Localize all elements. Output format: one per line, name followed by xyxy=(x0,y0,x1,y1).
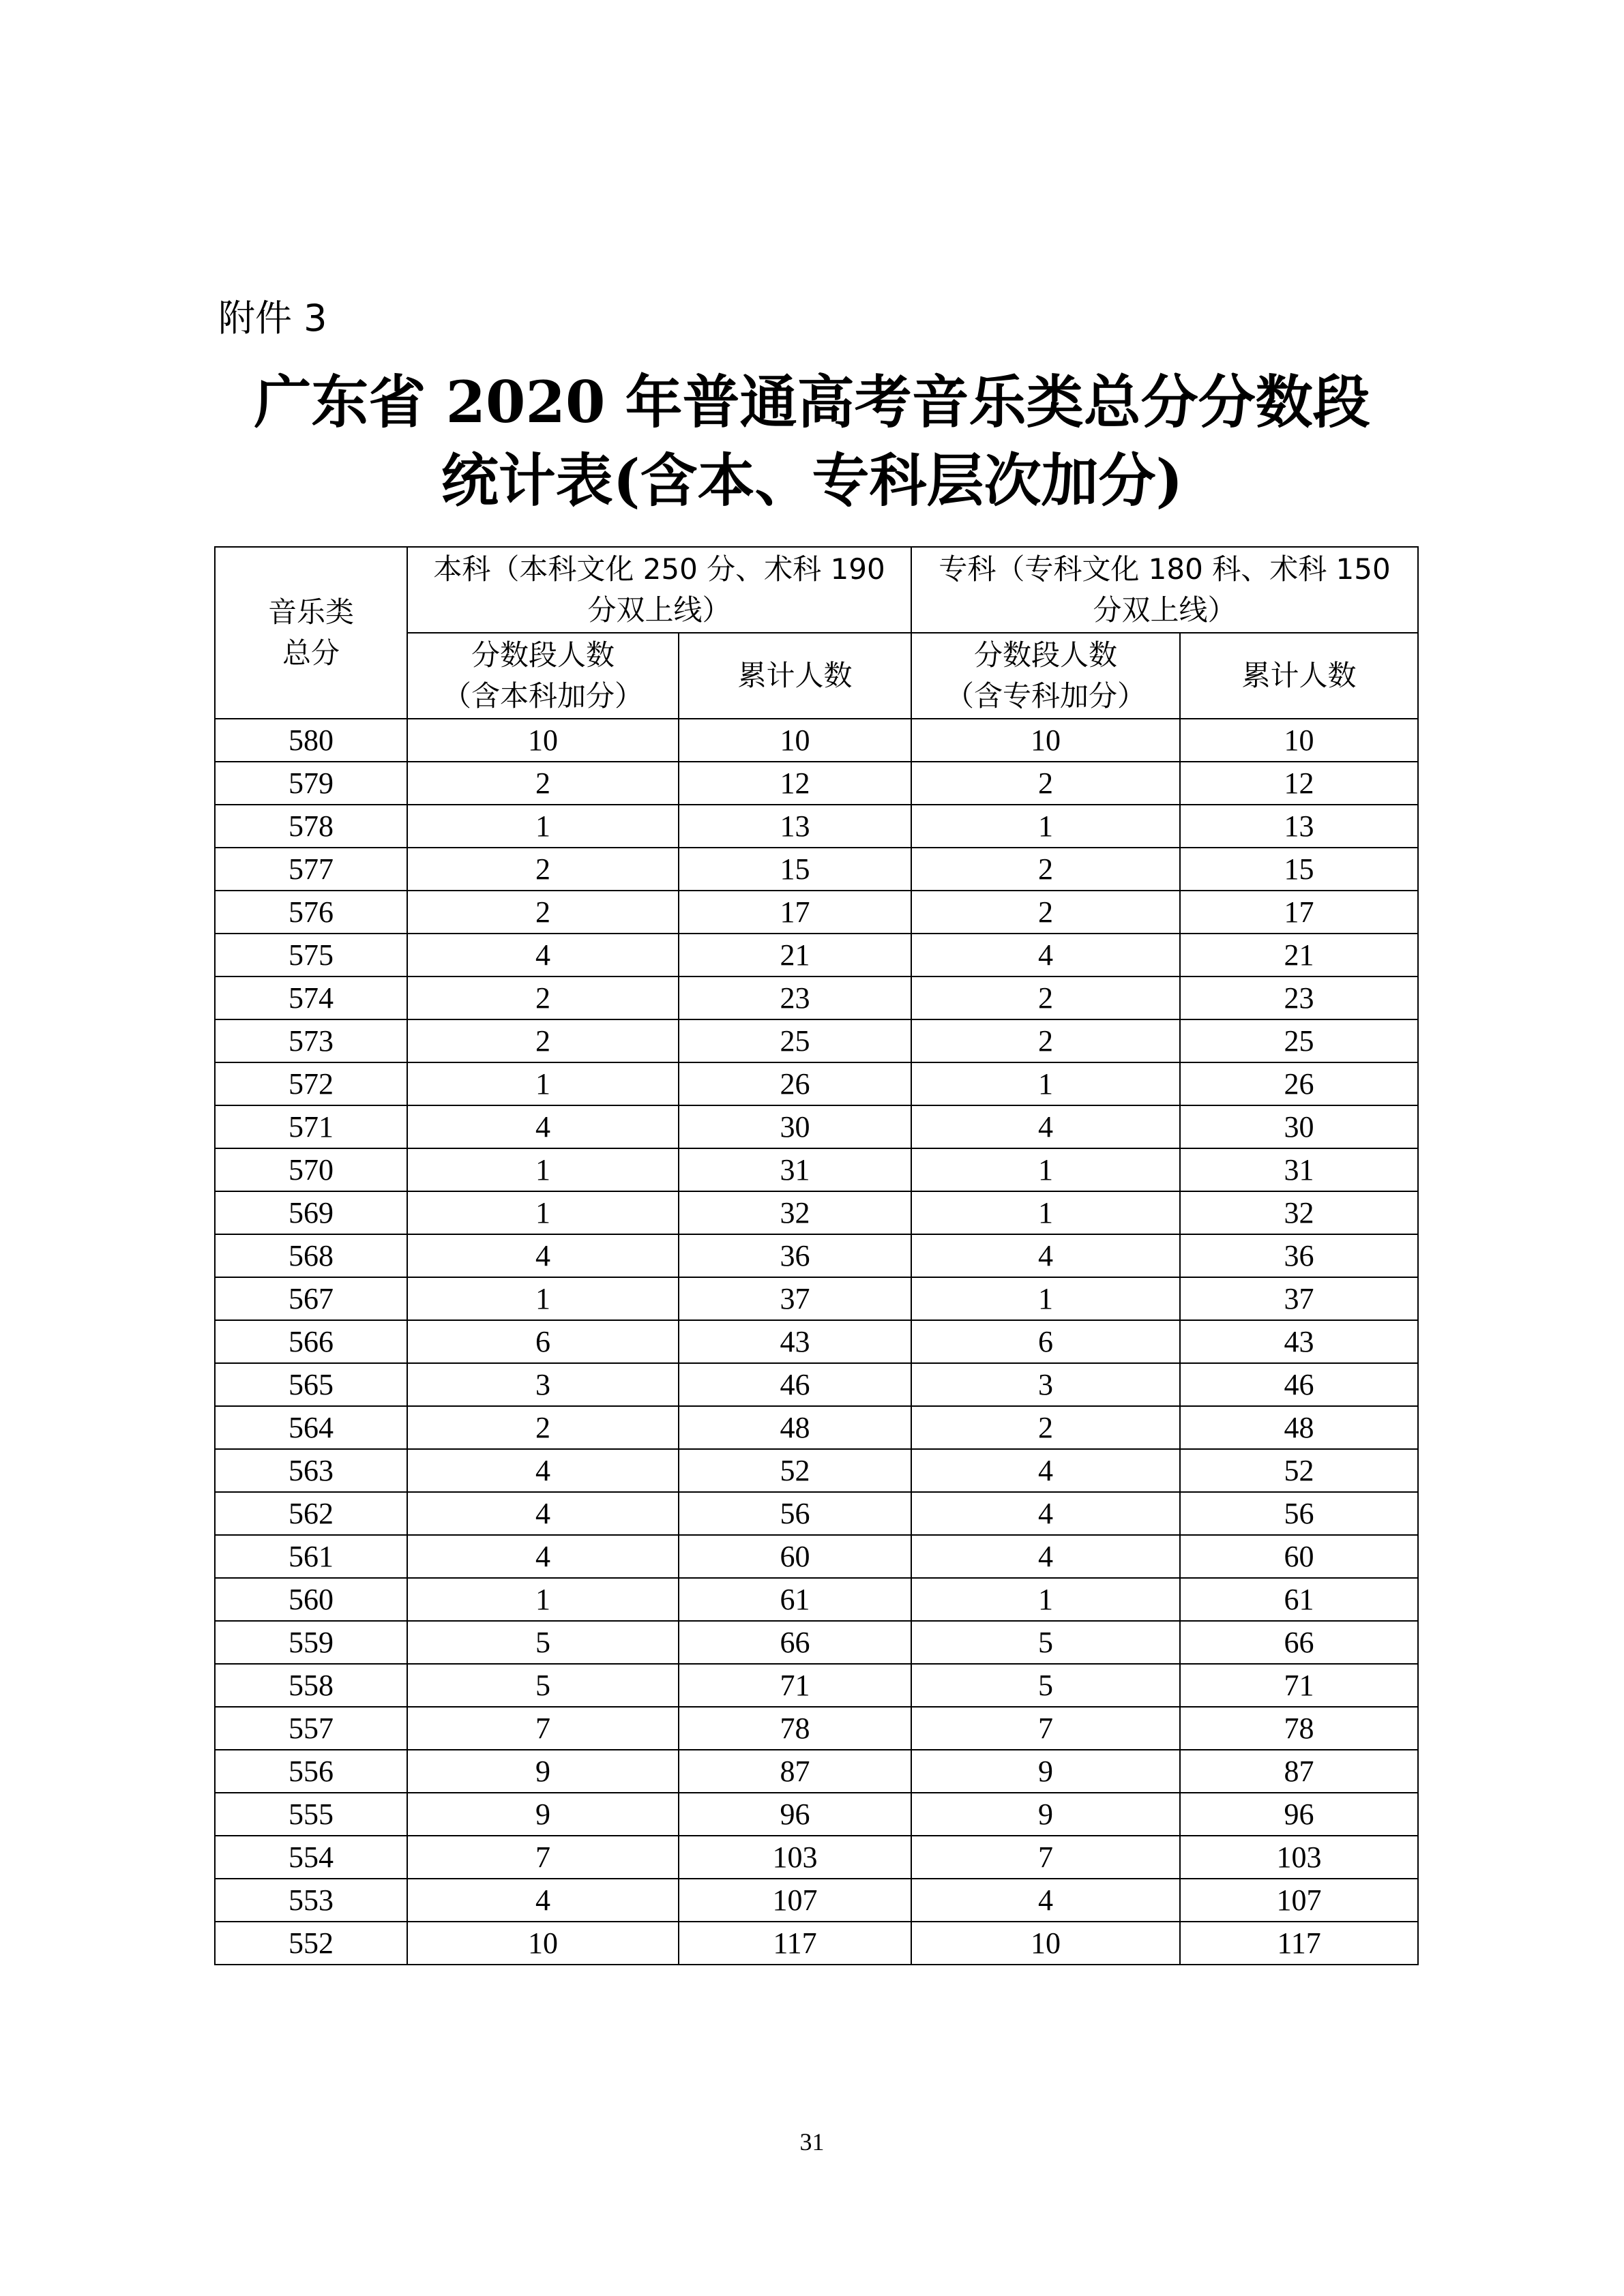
score-cell: 566 xyxy=(215,1320,407,1363)
score-cell: 568 xyxy=(215,1234,407,1277)
undergraduate-segment-count-cell: 4 xyxy=(407,1105,679,1148)
college-segment-count-cell: 2 xyxy=(911,891,1180,934)
undergraduate-segment-count-cell: 4 xyxy=(407,1535,679,1578)
undergraduate-cumulative-cell: 78 xyxy=(679,1707,911,1750)
score-cell: 563 xyxy=(215,1449,407,1492)
document-title-line-2: 统计表(含本、专科层次加分) xyxy=(441,447,1183,514)
table-row xyxy=(215,934,1418,976)
undergraduate-segment-count-cell: 1 xyxy=(407,1148,679,1191)
table-row xyxy=(215,1922,1418,1965)
college-segment-count-cell: 10 xyxy=(911,1922,1180,1965)
score-cell: 562 xyxy=(215,1492,407,1535)
college-segment-count-cell: 1 xyxy=(911,1191,1180,1234)
score-cell: 577 xyxy=(215,848,407,891)
score-cell: 556 xyxy=(215,1750,407,1793)
undergraduate-segment-count-cell: 4 xyxy=(407,1234,679,1277)
college-segment-count-cell: 2 xyxy=(911,848,1180,891)
score-distribution-table xyxy=(214,546,1419,1965)
score-cell: 565 xyxy=(215,1363,407,1406)
undergraduate-segment-count-cell: 9 xyxy=(407,1793,679,1836)
college-segment-count-cell: 1 xyxy=(911,1578,1180,1621)
undergraduate-cumulative-cell: 10 xyxy=(679,719,911,762)
undergraduate-segment-count-cell: 4 xyxy=(407,1492,679,1535)
table-row xyxy=(215,1578,1418,1621)
undergraduate-segment-count-cell: 2 xyxy=(407,1406,679,1449)
table-row xyxy=(215,1707,1418,1750)
college-cumulative-cell: 48 xyxy=(1180,1406,1418,1449)
header-undergraduate-cumulative: 累计人数 xyxy=(679,633,911,719)
table-row xyxy=(215,1793,1418,1836)
undergraduate-cumulative-cell: 61 xyxy=(679,1578,911,1621)
undergraduate-segment-count-cell: 2 xyxy=(407,848,679,891)
undergraduate-segment-count-cell: 10 xyxy=(407,1922,679,1965)
college-cumulative-cell: 78 xyxy=(1180,1707,1418,1750)
score-cell: 571 xyxy=(215,1105,407,1148)
table-row xyxy=(215,762,1418,805)
college-segment-count-cell: 4 xyxy=(911,1879,1180,1922)
table-row xyxy=(215,976,1418,1019)
undergraduate-segment-count-cell: 1 xyxy=(407,1191,679,1234)
undergraduate-segment-count-cell: 1 xyxy=(407,1578,679,1621)
score-cell: 573 xyxy=(215,1019,407,1062)
header-college-group: 专科（专科文化 180 科、术科 150 分双上线） xyxy=(911,547,1418,633)
college-cumulative-cell: 60 xyxy=(1180,1535,1418,1578)
undergraduate-cumulative-cell: 36 xyxy=(679,1234,911,1277)
table-row xyxy=(215,848,1418,891)
college-segment-count-cell: 1 xyxy=(911,805,1180,848)
table-row xyxy=(215,1836,1418,1879)
college-segment-count-cell: 7 xyxy=(911,1836,1180,1879)
undergraduate-segment-count-cell: 1 xyxy=(407,1062,679,1105)
undergraduate-segment-count-cell: 2 xyxy=(407,976,679,1019)
college-segment-count-cell: 4 xyxy=(911,1234,1180,1277)
score-cell: 561 xyxy=(215,1535,407,1578)
college-cumulative-cell: 10 xyxy=(1180,719,1418,762)
college-cumulative-cell: 32 xyxy=(1180,1191,1418,1234)
table-row xyxy=(215,719,1418,762)
table-row xyxy=(215,1492,1418,1535)
attachment-label: 附件 3 xyxy=(218,297,327,340)
college-segment-count-cell: 2 xyxy=(911,762,1180,805)
college-segment-count-cell: 2 xyxy=(911,976,1180,1019)
table-row xyxy=(215,1621,1418,1664)
college-segment-count-cell: 1 xyxy=(911,1148,1180,1191)
table-row xyxy=(215,1019,1418,1062)
undergraduate-segment-count-cell: 4 xyxy=(407,1879,679,1922)
college-cumulative-cell: 15 xyxy=(1180,848,1418,891)
college-segment-count-cell: 4 xyxy=(911,1105,1180,1148)
header-college-segment-count: 分数段人数 （含专科加分） xyxy=(911,633,1180,719)
undergraduate-cumulative-cell: 21 xyxy=(679,934,911,976)
college-cumulative-cell: 61 xyxy=(1180,1578,1418,1621)
undergraduate-cumulative-cell: 103 xyxy=(679,1836,911,1879)
undergraduate-cumulative-cell: 96 xyxy=(679,1793,911,1836)
score-cell: 560 xyxy=(215,1578,407,1621)
table-row xyxy=(215,1148,1418,1191)
college-cumulative-cell: 71 xyxy=(1180,1664,1418,1707)
college-segment-count-cell: 4 xyxy=(911,934,1180,976)
undergraduate-segment-count-cell: 1 xyxy=(407,805,679,848)
college-cumulative-cell: 36 xyxy=(1180,1234,1418,1277)
score-cell: 559 xyxy=(215,1621,407,1664)
college-segment-count-cell: 2 xyxy=(911,1406,1180,1449)
college-cumulative-cell: 107 xyxy=(1180,1879,1418,1922)
undergraduate-segment-count-cell: 5 xyxy=(407,1621,679,1664)
score-cell: 552 xyxy=(215,1922,407,1965)
college-segment-count-cell: 3 xyxy=(911,1363,1180,1406)
undergraduate-segment-count-cell: 2 xyxy=(407,1019,679,1062)
undergraduate-cumulative-cell: 15 xyxy=(679,848,911,891)
undergraduate-cumulative-cell: 25 xyxy=(679,1019,911,1062)
header-college-cumulative: 累计人数 xyxy=(1180,633,1418,719)
college-cumulative-cell: 17 xyxy=(1180,891,1418,934)
college-cumulative-cell: 31 xyxy=(1180,1148,1418,1191)
college-cumulative-cell: 46 xyxy=(1180,1363,1418,1406)
undergraduate-cumulative-cell: 71 xyxy=(679,1664,911,1707)
score-cell: 557 xyxy=(215,1707,407,1750)
score-cell: 574 xyxy=(215,976,407,1019)
score-cell: 575 xyxy=(215,934,407,976)
college-cumulative-cell: 103 xyxy=(1180,1836,1418,1879)
undergraduate-cumulative-cell: 107 xyxy=(679,1879,911,1922)
table-row xyxy=(215,1234,1418,1277)
undergraduate-segment-count-cell: 5 xyxy=(407,1664,679,1707)
college-cumulative-cell: 43 xyxy=(1180,1320,1418,1363)
college-cumulative-cell: 37 xyxy=(1180,1277,1418,1320)
college-cumulative-cell: 23 xyxy=(1180,976,1418,1019)
undergraduate-cumulative-cell: 87 xyxy=(679,1750,911,1793)
college-segment-count-cell: 2 xyxy=(911,1019,1180,1062)
score-cell: 564 xyxy=(215,1406,407,1449)
table-row xyxy=(215,1750,1418,1793)
undergraduate-cumulative-cell: 43 xyxy=(679,1320,911,1363)
table-row xyxy=(215,1363,1418,1406)
table-row xyxy=(215,1406,1418,1449)
table-body xyxy=(215,719,1418,1965)
college-cumulative-cell: 25 xyxy=(1180,1019,1418,1062)
undergraduate-segment-count-cell: 9 xyxy=(407,1750,679,1793)
undergraduate-segment-count-cell: 2 xyxy=(407,891,679,934)
college-cumulative-cell: 26 xyxy=(1180,1062,1418,1105)
undergraduate-cumulative-cell: 23 xyxy=(679,976,911,1019)
undergraduate-segment-count-cell: 4 xyxy=(407,934,679,976)
college-cumulative-cell: 12 xyxy=(1180,762,1418,805)
table-row xyxy=(215,1062,1418,1105)
undergraduate-cumulative-cell: 12 xyxy=(679,762,911,805)
undergraduate-cumulative-cell: 30 xyxy=(679,1105,911,1148)
college-segment-count-cell: 5 xyxy=(911,1621,1180,1664)
college-cumulative-cell: 30 xyxy=(1180,1105,1418,1148)
undergraduate-cumulative-cell: 26 xyxy=(679,1062,911,1105)
page-number: 31 xyxy=(799,2128,825,2156)
table-row xyxy=(215,1277,1418,1320)
college-cumulative-cell: 66 xyxy=(1180,1621,1418,1664)
score-cell: 576 xyxy=(215,891,407,934)
undergraduate-segment-count-cell: 3 xyxy=(407,1363,679,1406)
college-segment-count-cell: 10 xyxy=(911,719,1180,762)
undergraduate-segment-count-cell: 2 xyxy=(407,762,679,805)
score-cell: 558 xyxy=(215,1664,407,1707)
undergraduate-cumulative-cell: 66 xyxy=(679,1621,911,1664)
undergraduate-cumulative-cell: 31 xyxy=(679,1148,911,1191)
college-cumulative-cell: 21 xyxy=(1180,934,1418,976)
document-title-line-1: 广东省 2020 年普通高考音乐类总分分数段 xyxy=(254,368,1370,436)
table-row xyxy=(215,1664,1418,1707)
table-row xyxy=(215,1191,1418,1234)
table-row xyxy=(215,1535,1418,1578)
undergraduate-cumulative-cell: 32 xyxy=(679,1191,911,1234)
header-music-total-score: 音乐类 总分 xyxy=(215,547,407,719)
score-cell: 580 xyxy=(215,719,407,762)
undergraduate-segment-count-cell: 4 xyxy=(407,1449,679,1492)
undergraduate-cumulative-cell: 48 xyxy=(679,1406,911,1449)
college-segment-count-cell: 5 xyxy=(911,1664,1180,1707)
table-row xyxy=(215,805,1418,848)
score-cell: 579 xyxy=(215,762,407,805)
undergraduate-cumulative-cell: 46 xyxy=(679,1363,911,1406)
college-segment-count-cell: 9 xyxy=(911,1793,1180,1836)
college-cumulative-cell: 13 xyxy=(1180,805,1418,848)
college-cumulative-cell: 87 xyxy=(1180,1750,1418,1793)
score-cell: 569 xyxy=(215,1191,407,1234)
undergraduate-segment-count-cell: 6 xyxy=(407,1320,679,1363)
college-segment-count-cell: 4 xyxy=(911,1449,1180,1492)
college-segment-count-cell: 7 xyxy=(911,1707,1180,1750)
undergraduate-segment-count-cell: 7 xyxy=(407,1836,679,1879)
undergraduate-cumulative-cell: 60 xyxy=(679,1535,911,1578)
table-row xyxy=(215,1879,1418,1922)
college-cumulative-cell: 56 xyxy=(1180,1492,1418,1535)
undergraduate-segment-count-cell: 10 xyxy=(407,719,679,762)
header-undergraduate-group: 本科（本科文化 250 分、术科 190 分双上线） xyxy=(407,547,911,633)
college-segment-count-cell: 4 xyxy=(911,1492,1180,1535)
score-cell: 567 xyxy=(215,1277,407,1320)
college-segment-count-cell: 1 xyxy=(911,1277,1180,1320)
table-row xyxy=(215,891,1418,934)
score-cell: 554 xyxy=(215,1836,407,1879)
undergraduate-cumulative-cell: 56 xyxy=(679,1492,911,1535)
college-segment-count-cell: 4 xyxy=(911,1535,1180,1578)
undergraduate-cumulative-cell: 13 xyxy=(679,805,911,848)
score-cell: 553 xyxy=(215,1879,407,1922)
undergraduate-cumulative-cell: 17 xyxy=(679,891,911,934)
undergraduate-cumulative-cell: 52 xyxy=(679,1449,911,1492)
header-undergraduate-segment-count: 分数段人数 （含本科加分） xyxy=(407,633,679,719)
college-segment-count-cell: 9 xyxy=(911,1750,1180,1793)
undergraduate-segment-count-cell: 7 xyxy=(407,1707,679,1750)
undergraduate-cumulative-cell: 117 xyxy=(679,1922,911,1965)
undergraduate-segment-count-cell: 1 xyxy=(407,1277,679,1320)
score-cell: 572 xyxy=(215,1062,407,1105)
score-cell: 578 xyxy=(215,805,407,848)
score-cell: 570 xyxy=(215,1148,407,1191)
table-row xyxy=(215,1105,1418,1148)
table-row xyxy=(215,1449,1418,1492)
college-cumulative-cell: 96 xyxy=(1180,1793,1418,1836)
undergraduate-cumulative-cell: 37 xyxy=(679,1277,911,1320)
college-cumulative-cell: 52 xyxy=(1180,1449,1418,1492)
college-segment-count-cell: 1 xyxy=(911,1062,1180,1105)
table-row xyxy=(215,1320,1418,1363)
college-segment-count-cell: 6 xyxy=(911,1320,1180,1363)
score-cell: 555 xyxy=(215,1793,407,1836)
college-cumulative-cell: 117 xyxy=(1180,1922,1418,1965)
